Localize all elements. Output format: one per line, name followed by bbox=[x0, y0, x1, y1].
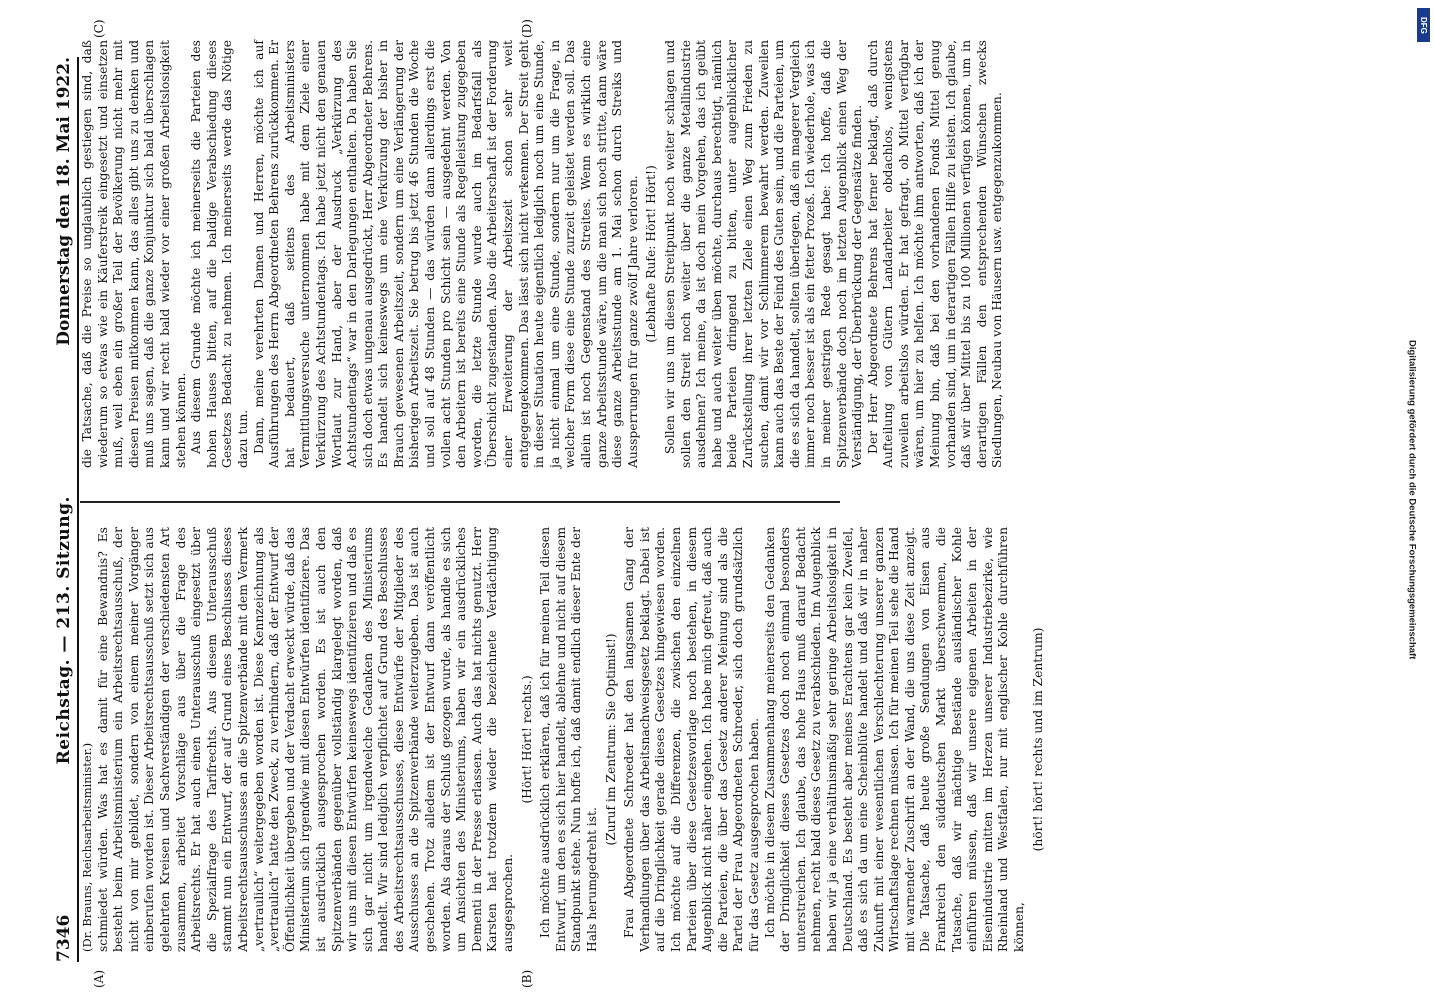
interjection: (Hört! Hört! rechts.) bbox=[519, 675, 534, 804]
speaker-note: (Dr. Brauns, Reichsarbeitsminister.) bbox=[80, 742, 94, 952]
page-title: Reichstag. — 213. Sitzung. bbox=[54, 496, 74, 765]
page-header bbox=[40, 57, 79, 962]
interjection: (Lebhafte Rufe: Hört! Hört!) bbox=[644, 165, 659, 343]
paragraph: Ich möchte ausdrücklich erklären, daß ich für meinen Teil diesen Entwurf, um den es sich hier handelt, ablehne und nicht auf diesem Standpunkt stehe. Nun hoffe ich, daß damit endlich dieser Ente der Hals herumgedreht ist. bbox=[538, 527, 599, 952]
paragraph: schmiedet würden. Was hat es damit für eine Bewandnis? Es besteht beim Arbeitsministerium ein Arbeitsrechtsausschuß, der nicht von mir gebildet, sondern von einem meiner Vorgänger einberufen worden ist. Dieser Arbeitsrechtsausschuß setzt sich aus gelehrten Kreisen und Sachverständigen der verschiedensten Art zusammen, arbeitet Vorschläge aus über die Frage des Arbeitsrechts. Er hat auch einen Unterausschuß eingesetzt über die Spezialfrage des Tarifrechts. Aus diesem Unterausschuß stammt nun ein Entwurf, der auf Grund eines Beschlusses dieses Arbeitsrechtsausschusses an die Spitzenverbände mit dem Vermerk „vertraulich“ weitergegeben worden ist. Diese Kennzeichnung als „vertraulich“ hatte den Zweck, zu verhindern, daß der Entwurf der Öffentlichkeit übergeben und der Verdacht erweckt würde, daß das Ministerium sich irgendwie mit diesen Entwürfen identifiziere. Das ist ausdrücklich ausgesprochen worden. Es ist auch den Spitzenverbänden gegenüber vollständig klargelegt worden, daß wir uns mit diesen Entwürfen keineswegs identifizieren und daß es sich gar nicht um irgendwelche Gedanken des Ministeriums handelt. Wir sind lediglich verpflichtet auf Grund des Beschlusses des Arbeitsrechtsausschusses, diese Entwürfe der Mitglieder des Ausschusses an die Spitzenverbände weiterzugeben. Das ist auch geschehen. Trotz alledem ist der Entwurf dann veröffentlicht worden. Als daraus der Schluß gezogen wurde, als handle es sich um Ansichten des Ministeriums, haben wir ein ausdrückliches Dementi in der Presse erlassen. Auch das hat nichts genutzt. Herr Karsten hat trotzdem wieder die bezeichnete Verdächtigung ausgesprochen. bbox=[95, 527, 516, 952]
paragraph: die Tatsache, daß die Preise so unglaublich gestiegen sind, daß wiederum so etwas wie ein Käuferstreik eingesetzt und einsetzen muß, weil eben ein großer Teil der Bevölkerung nicht mehr mit diesen Preisen mitkommen kann, das alles gibt uns zu denken und muß uns sagen, daß die ganze Konjunktur sich bald überschlagen kann und wir recht bald wieder vor einer großen Arbeitslosigkeit stehen können. bbox=[80, 40, 188, 468]
digitization-credit: Digitalisierung gefördert durch die Deutsche Forschungsgemeinschaft bbox=[1406, 340, 1418, 660]
paragraph: Aus diesem Grunde möchte ich meinerseits die Parteien des hohen Hauses bitten, auf die baldige Verabschiedung dieses Gesetzes Bedacht zu nehmen. Ich meinerseits werde das Nötige dazu tun. bbox=[189, 40, 250, 468]
paragraph: Der Herr Abgeordnete Behrens hat ferner beklagt, daß durch Aufteilung von Gütern Landarbeiter obdachlos, wenigstens zuweilen arbeitslos würden. Er hat gefragt, ob Mittel verfügbar wären, um hier zu helfen. Ich möchte ihm antworten, daß ich der Meinung bin, daß bei den vorhandenen Fonds Mittel genug vorhanden sind, um in derartigen Fällen Hilfe zu leisten. Ich glaube, daß wir über Mittel bis zu 100 Millionen verfügen können, um in derartigen Fällen den entsprechenden Wünschen zwecks Siedlungen, Neubau von Häusern usw. entgegenzukommen. bbox=[865, 40, 1005, 468]
margin-marker-c: (C) bbox=[92, 19, 106, 38]
page-number: 7346 bbox=[54, 914, 74, 962]
paragraph: Frau Abgeordnete Schroeder hat den langsamen Gang der Verhandlungen über das Arbeitsnachweisgesetz beklagt. Dabei ist auf die Dringlichkeit gerade dieses Gesetzes hingewiesen worden. Ich möchte auf die Differenzen, die zwischen den einzelnen Parteien über diese Gesetzesvorlage noch bestehen, in diesem Augenblick nicht näher eingehen. Ich habe mich gefreut, daß auch die Parteien, die über das Gesetz anderer Meinung sind als die Partei der Frau Abgeordneten Schroeder, sich doch grundsätzlich für das Gesetz ausgesprochen haben. bbox=[622, 527, 761, 952]
margin-marker-d: (D) bbox=[520, 19, 534, 38]
paragraph: Dann, meine verehrten Damen und Herren, möchte ich auf Ausführungen des Herrn Abgeordneten Behrens zurückkommen. Er hat bedauert, daß seitens des Arbeitsministers Vermittlungsversuche unternommen habe mit dem Ziele einer Verkürzung des Achtstundentags. Ich habe jetzt nicht den genauen Wortlaut zur Hand, aber der Ausdruck „Verkürzung des Achtstundentags“ war in den Darlegungen enthalten. Da haben Sie sich doch etwas ungenau ausgedrückt, Herr Abgeordneter Behrens. Es handelt sich keineswegs um eine Verkürzung der bisher in Brauch gewesenen Arbeitszeit, sondern um eine Verlängerung der bisherigen Arbeitszeit. Sie betrug bis jetzt 46 Stunden die Woche und soll auf 48 Stunden — das würden dann allerdings erst die vollen acht Stunden pro Schicht sein — ausgedehnt werden. Von den Arbeitern ist bereits eine Stunde als Regelleistung zugegeben worden, die letzte Stunde wurde auch im Bedarfsfall als Überschicht zugestanden. Also die Arbeiterschaft ist der Forderung einer Erweiterung der Arbeitszeit schon sehr weit entgegengekommen. Das lässt sich nicht verkennen. Der Streit geht in dieser Situation heute eigentlich lediglich noch um eine Stunde, ja nicht einmal um eine Stunde, sondern nur um die Frage, in welcher Form diese eine Stunde zurzeit geleistet werden soll. Das allein ist noch Gegenstand des Streites. Wenn es wirklich eine ganze Arbeitsstunde wäre, um die man sich noch stritte, dann wäre diese ganze Arbeitsstunde am 1. Mai schon durch Streiks und Aussperrungen für ganze zwölf Jahre verloren. bbox=[251, 40, 640, 468]
right-column bbox=[80, 40, 1005, 478]
interjection: (Zuruf im Zentrum: Sie Optimist!) bbox=[603, 633, 618, 846]
left-column bbox=[80, 517, 1045, 952]
paragraph: Sollen wir uns um diesen Streitpunkt noch weiter schlagen und sollen den Streit noch weiter über die ganze Metallindustrie ausdehnen? Ich meine, da ist doch mein Vorgehen, das ich geübt habe und auch weiter üben möchte, durchaus berechtigt, nämlich beide Parteien dringend zu bitten, unter augenblicklicher Zurückstellung ihrer letzten Ziele einen Weg zum Frieden zu suchen, damit wir vor Schlimmerem bewahrt werden. Zuweilen kann auch das Beste der Feind des Guten sein, und die Parteien, um die es sich da handelt, sollten überlegen, daß ein magerer Vergleich immer noch besser ist als ein fetter Prozeß. Ich wiederhole, was ich in meiner gestrigen Rede gesagt habe: Ich hoffe, daß die Spitzenverbände doch noch im letzten Augenblick einen Weg der Verständigung, der Überbrückung der Gegensätze finden. bbox=[662, 40, 865, 468]
paragraph: Ich möchte in diesem Zusammenhang meinerseits den Gedanken der Dringlichkeit dieses Gesetzes doch noch einmal besonders unterstreichen. Ich glaube, das hohe Haus muß darauf Bedacht nehmen, recht bald dieses Gesetz zu verabschieden. Im Augenblick haben wir ja eine verhältnismäßig sehr geringe Arbeitslosigkeit in Deutschland. Es besteht aber meines Erachtens gar kein Zweifel, daß es sich da um eine Scheinblüte handelt und daß wir in naher Zukunft mit einer wesentlichen Verschlechterung unserer ganzen Wirtschaftslage rechnen müssen. Ich für meinen Teil sehe die Hand mit warnender Zuschrift an der Wand, die uns diese Zeit anzeigt. Die Tatsache, daß heute große Sendungen von Eisen aus Frankreich den süddeutschen Markt überschwemmen, die Tatsache, daß wir mächtige Bestände ausländischer Kohle einführen müssen, daß wir unsere eigenen Arbeiten in der Eisenindustrie mitten im Herzen unserer Industriebezirke, wie Rheinland und Westfalen, nur mit englischer Kohle durchführen können, bbox=[762, 527, 1027, 952]
interjection: (hört! hört! rechts und im Zentrum) bbox=[1030, 627, 1045, 852]
column-divider bbox=[80, 501, 840, 503]
margin-marker-a: (A) bbox=[92, 969, 106, 988]
margin-marker-b: (B) bbox=[520, 969, 534, 988]
session-date: Donnerstag den 18. Mai 1922. bbox=[54, 57, 74, 346]
dfg-logo: DFG bbox=[1417, 8, 1430, 42]
